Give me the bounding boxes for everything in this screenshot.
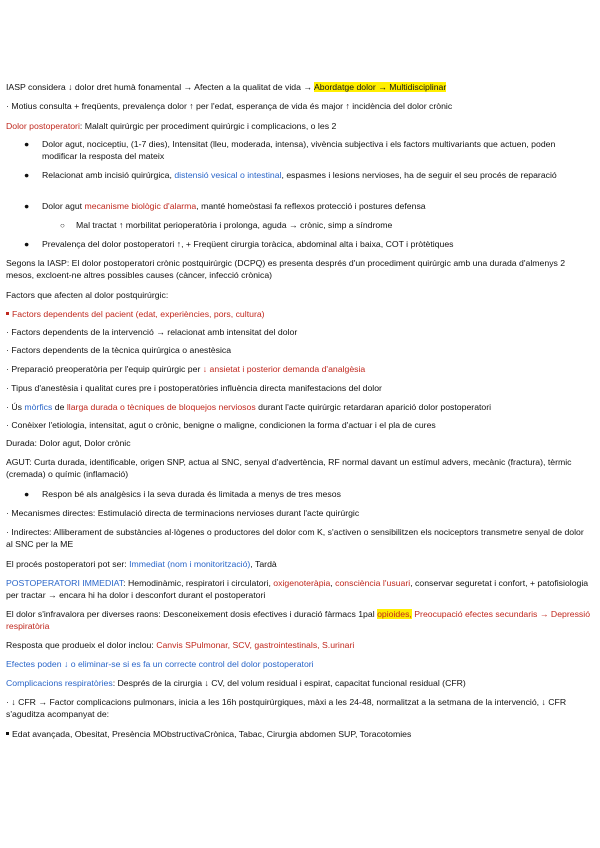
line-postoperatori-immediat: POSTOPERATORI IMMEDIAT: Hemodinàmic, respiratori i circulatori, oxigenoteràpia, consciència l'usuari, conservar seguretat i confort, + patofisiologia per tractar → encara hi ha dolor i desconfort durant el postoperatori (6, 578, 589, 600)
highlight-multidisciplinar: Abordatge dolor → Multidisciplinar (313, 82, 447, 92)
hollow-circle-icon: ○ (60, 221, 65, 230)
bullet-incisio: ● Relacionat amb incisió quirúrgica, distensió vesical o intestinal, espasmes i lesions nervioses, ha de seguir el seu procés de reparació (24, 170, 557, 180)
bullet-dot-icon: ● (24, 201, 30, 211)
square-bullet-icon: · (6, 508, 9, 518)
bullet-prevalenca: ● Prevalença del dolor postoperatori ↑, + Freqüent cirurgia toràcica, abdominal alta i baixa, COT i pròtètiques (24, 239, 454, 249)
square-bullet-icon (6, 312, 9, 315)
line-agut: AGUT: Curta durada, identificable, origen SNP, actua al SNC, senyal d'advertència, RF normal davant un estímul advers, mecànic (fractura), tèrmic (cremada) o químic (inflamació) (6, 457, 572, 479)
bullet-dolor-agut: ● Dolor agut, nociceptiu, (1-7 dies), Intensitat (lleu, moderada, intensa), vivència subjectiva i els factors multivariants que actuen, poden modificar la resposta del mateix (24, 139, 556, 161)
factor-tecnica: · Factors dependents de la tècnica quirúrgica o anestèsica (6, 345, 232, 355)
factor-etiologia: · Conèixer l'etiologia, intensitat, agut o crònic, benigne o maligne, condicionen la forma d'actuar i el pla de cures (6, 420, 436, 430)
bullet-dot-icon: ● (24, 139, 30, 149)
square-bullet-icon: · (6, 383, 9, 393)
factor-preparacio: · Preparació preoperatòria per l'equip quirúrgic per ↓ ansietat i posterior demanda d'analgèsia (6, 364, 366, 374)
line-cfr: · ↓ CFR → Factor complicacions pulmonars, inicia a les 16h postquirúrgiques, màxi a les 24-48, normalitzat a la setmana de la intervenció, ↓ CFR s'aguditza acompanyat de: (6, 697, 567, 719)
heading-factors: Factors que afecten al dolor postquirúrgic: (6, 290, 169, 300)
bullet-dot-icon: ● (24, 489, 30, 499)
square-bullet-icon: · (6, 402, 9, 412)
square-bullet-icon: · (6, 420, 9, 430)
square-bullet-icon: · (6, 697, 9, 707)
factor-morfics: · Ús mòrfics de llarga durada o tècniques de bloquejos nerviosos durant l'acte quirúrgic retardaran aparició dolor postoperatori (6, 402, 492, 412)
line-edat: Edat avançada, Obesitat, Presència MObstructivaCrònica, Tabac, Cirurgia abdomen SUP, Toracotomies (6, 729, 592, 741)
factor-pacient: Factors dependents del pacient (edat, experiències, pors, cultura) (6, 309, 592, 321)
line-motius: · Motius consulta + freqüents, prevalença dolor ↑ per l'edat, esperança de vida és major ↑ incidència del dolor crònic (6, 101, 453, 111)
factor-intervencio: · Factors dependents de la intervenció → relacionat amb intensitat del dolor (6, 327, 298, 337)
line-dolor-postoperatori: Dolor postoperatori: Malalt quirúrgic per procediment quirúrgic i complicacions, o les 2 (6, 121, 337, 131)
line-proces: El procés postoperatori pot ser: Immediat (nom i monitorització), Tardà (6, 559, 277, 569)
square-bullet-icon: · (6, 527, 9, 537)
square-bullet-icon: · (6, 364, 9, 374)
bullet-dot-icon: ● (24, 239, 30, 249)
square-bullet-icon: · (6, 345, 9, 355)
line-infravalora: El dolor s'infravalora per diverses raons: Desconeixement dosis efectives i duració fàrmacs 1pal opioides, Preocupació efectes secundaris → Depressió respiratòria (6, 609, 591, 631)
highlight-opioides: opioides, (377, 609, 412, 619)
line-complicacions: Complicacions respiratòries: Després de la cirurgia ↓ CV, del volum residual i espirat, capacitat funcional residual (CFR) (6, 678, 466, 688)
square-bullet-icon: · (6, 327, 9, 337)
bullet-mecanisme: ● Dolor agut mecanisme biològic d'alarma, manté homeòstasi fa reflexos protecció i postures defensa (24, 201, 426, 211)
line-indirectes: · Indirectes: Alliberament de substàncies al·lògenes o productores del dolor com K, s'activen o sensibilitzen els nociceptors transmetre senyal de dolor al SNC per la ME (6, 527, 584, 549)
square-bullet-icon (6, 732, 9, 735)
intro-line: IASP considera ↓ dolor dret humà fonamental → Afecten a la qualitat de vida → Abordatge dolor → Multidisciplinar (6, 82, 447, 92)
bullet-dot-icon: ● (24, 170, 30, 180)
subbullet-mal-tractat: ○ Mal tractat ↑ morbilitat perioperatòria i prolonga, aguda → crònic, simp a síndrome (60, 220, 393, 230)
factor-anestesia: · Tipus d'anestèsia i qualitat cures pre i postoperatòries influència directa manifestacions del dolor (6, 383, 382, 393)
line-mecanismes: · Mecanismes directes: Estimulació directa de terminacions nervioses durant l'acte quirúrgic (6, 508, 360, 518)
line-resposta: Resposta que produeix el dolor inclou: Canvis SPulmonar, SCV, gastrointestinals, S.urinari (6, 640, 355, 650)
line-efectes: Efectes poden ↓ o eliminar-se si es fa un correcte control del dolor postoperatori (6, 659, 314, 669)
line-iasp-dcpq: Segons la IASP: El dolor postoperatori crònic postquirúrgic (DCPQ) es presenta després d'un procediment quirúrgic amb una durada d'almenys 2 mesos, excloent-ne altres possibles causes (càncer, infecció crònica) (6, 258, 566, 280)
line-durada: Durada: Dolor agut, Dolor crònic (6, 438, 131, 448)
square-bullet-icon: · (6, 101, 9, 111)
bullet-analgesics: ● Respon bé als analgèsics i la seva durada és limitada a menys de tres mesos (24, 489, 341, 499)
